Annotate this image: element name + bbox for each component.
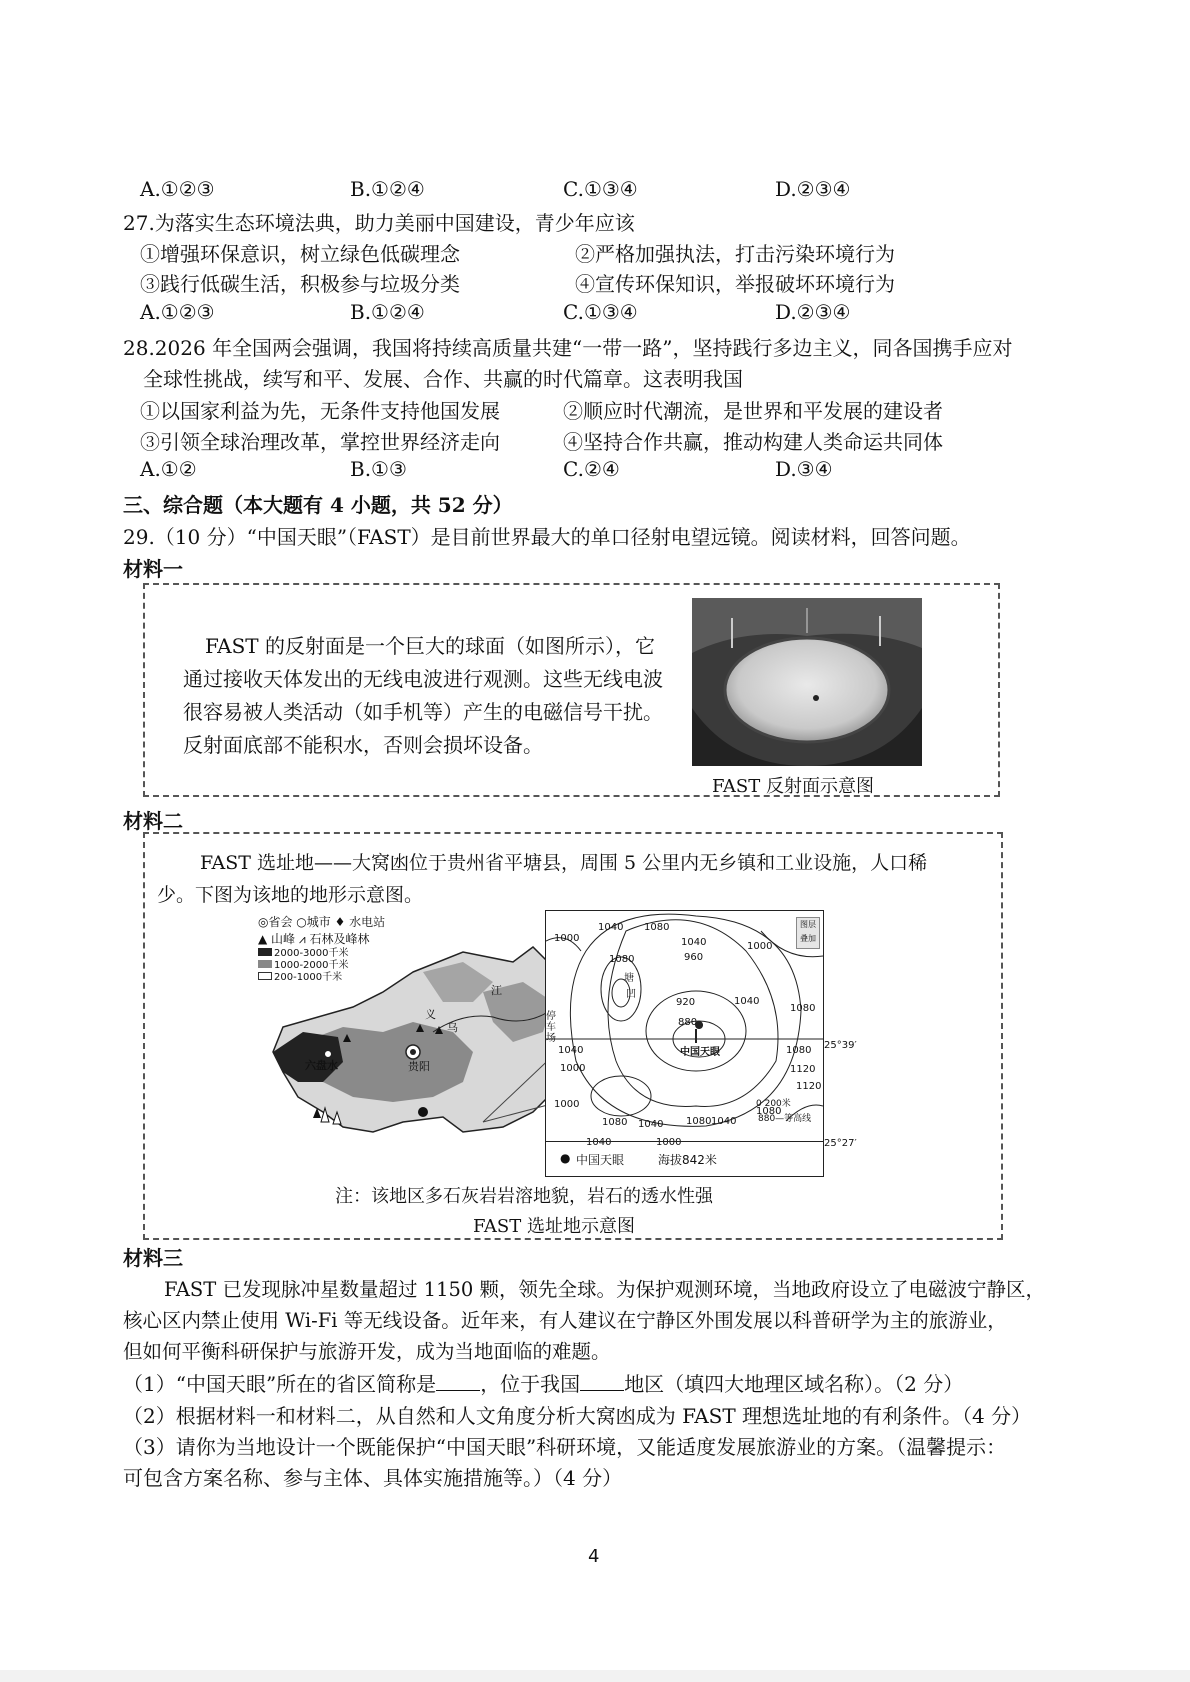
fast-location-marker xyxy=(418,1107,428,1117)
material-1-line: 通过接收天体发出的无线电波进行观测。这些无线电波 xyxy=(183,667,663,691)
q28-option-b: B.①③ xyxy=(350,457,407,481)
contour-label: 1040 xyxy=(558,1045,584,1056)
q28-item-1: ①以国家利益为先，无条件支持他国发展 xyxy=(140,399,500,423)
contour-label: 1080 xyxy=(644,922,670,933)
q27-item-2: ②严格加强执法，打击污染环境行为 xyxy=(575,242,895,266)
q27-option-d: D.②③④ xyxy=(775,300,851,324)
contour-label: 1040 xyxy=(586,1137,612,1148)
material-1-line: 反射面底部不能积水，否则会损坏设备。 xyxy=(183,733,543,757)
city-label-liupanshui: 六盘水 xyxy=(305,1059,338,1072)
q28-option-a: A.①② xyxy=(140,457,197,481)
contour-label: 1000 xyxy=(554,933,580,944)
contour-label: 880 xyxy=(678,1017,698,1028)
q28-item-2: ②顺应时代潮流，是世界和平发展的建设者 xyxy=(563,399,943,423)
sub-question-2: （2）根据材料一和材料二，从自然和人文角度分析大窝凼成为 FAST 理想选址地的有利条件。（4 分） xyxy=(123,1404,1032,1428)
contour-label: 1080 xyxy=(686,1116,712,1127)
contour-label: 1120 xyxy=(796,1081,822,1092)
fast-dish-photo xyxy=(692,598,922,766)
map-pin-icon: ● xyxy=(560,1151,571,1165)
q28-item-4: ④坚持合作共赢，推动构建人类命运共同体 xyxy=(563,430,943,454)
river-label-2: 乌 xyxy=(447,1021,458,1034)
contour-label: 1080 xyxy=(790,1003,816,1014)
sub-question-1-part-b: ，位于我国 xyxy=(480,1372,581,1396)
contour-label: 1080 xyxy=(609,954,635,965)
q27-item-3: ③践行低碳生活，积极参与垃圾分类 xyxy=(140,272,460,296)
city-label-guiyang: 贵阳 xyxy=(408,1060,430,1073)
contour-label: 1040 xyxy=(598,922,624,933)
material-3-line: 但如何平衡科研保护与旅游开发，成为当地面临的难题。 xyxy=(123,1340,611,1363)
material-2-note: 注：该地区多石灰岩岩溶地貌，岩石的透水性强 xyxy=(335,1186,713,1207)
material-3-line: FAST 已发现脉冲星数量超过 1150 颗，领先全球。为保护观测环境，当地政府设立了电磁波宁静区， xyxy=(164,1278,1046,1301)
q28-item-3: ③引领全球治理改革，掌控世界经济走向 xyxy=(140,430,500,454)
contour-label: 920 xyxy=(676,997,696,1008)
q26-option-a: A.①②③ xyxy=(140,177,215,201)
q27-option-a: A.①②③ xyxy=(140,300,215,324)
q28-option-d: D.③④ xyxy=(775,457,833,481)
latitude-label-1: 25°39′ xyxy=(824,1040,857,1051)
map-scale: 0 200米 xyxy=(756,1099,791,1109)
legend-row-1: ◎省会 ○城市 ♦ 水电站 xyxy=(258,915,386,929)
material-2-caption: FAST 选址地示意图 xyxy=(473,1216,635,1237)
contour-label: 1040 xyxy=(711,1116,737,1127)
sub-question-1-part-a: （1）“中国天眼”所在的省区简称是 xyxy=(123,1372,437,1396)
q26-option-b: B.①②④ xyxy=(350,177,425,201)
contour-interval: 880—等高线 xyxy=(758,1114,812,1124)
material-1-line: 很容易被人类活动（如手机等）产生的电磁信号干扰。 xyxy=(183,700,663,724)
material-1-box xyxy=(143,583,1000,797)
legend-row-2: ▲ 山峰 ⩘ 石林及峰林 xyxy=(258,932,370,946)
contour-label: 1080 xyxy=(602,1117,628,1128)
q29-intro: 29.（10 分）“中国天眼”（FAST）是目前世界最大的单口径射电望远镜。阅读材料，回答问题。 xyxy=(123,525,971,549)
layer-button[interactable]: 图层 xyxy=(800,920,816,929)
legend-band-1: 2000-3000千米 xyxy=(258,948,385,960)
sub-question-1 xyxy=(123,1368,963,1397)
contour-label: 1040 xyxy=(638,1119,664,1130)
overlay-button[interactable]: 叠加 xyxy=(800,934,816,943)
legend-band-2: 1000-2000千米 xyxy=(258,960,385,972)
q26-option-c: C.①③④ xyxy=(563,177,638,201)
q27-stem: 27.为落实生态环境法典，助力美丽中国建设，青少年应该 xyxy=(123,211,635,235)
contour-label: 1080 xyxy=(756,1106,782,1117)
section-title: 三、综合题（本大题有 4 小题，共 52 分） xyxy=(123,493,513,517)
contour-label: 1080 xyxy=(786,1045,812,1056)
material-2-line2: 少。下图为该地的地形示意图。 xyxy=(157,884,424,906)
sub-question-3-line1: （3）请你为当地设计一个既能保护“中国天眼”科研环境，又能适度发展旅游业的方案。（温馨提示： xyxy=(123,1435,1007,1459)
page-bottom-edge xyxy=(0,1670,1190,1682)
sub-question-1-part-c: 地区（填四大地理区域名称）。（2 分） xyxy=(624,1372,964,1396)
contour-label: 1000 xyxy=(554,1099,580,1110)
contour-label: 960 xyxy=(684,952,704,963)
valley-label: 塘 xyxy=(624,973,634,984)
material-1-label: 材料一 xyxy=(123,557,183,581)
sub-question-3-line2: 可包含方案名称、参与主体、具体实施措施等。）（4 分） xyxy=(123,1466,623,1490)
q28-option-c: C.②④ xyxy=(563,457,620,481)
material-1-text xyxy=(183,630,663,762)
material-3-line: 核心区内禁止使用 Wi-Fi 等无线设备。近年来，有人建议在宁静区外围发展以科普研学为主的旅游业， xyxy=(123,1309,1007,1332)
river-label-1: 江 xyxy=(491,984,502,997)
contour-inset xyxy=(545,910,824,1177)
footer-marker-label: 中国天眼 xyxy=(576,1153,625,1167)
river-label-3: 义 xyxy=(425,1008,436,1021)
material-2-box xyxy=(143,832,1003,1240)
contour-inset-footer xyxy=(546,1141,823,1177)
material-2-label: 材料二 xyxy=(123,809,183,833)
q28-stem-line1: 28.2026 年全国两会强调，我国将持续高质量共建“一带一路”，坚持践行多边主义，同各国携手应对 xyxy=(123,336,1013,360)
footer-elevation: 海拔842米 xyxy=(658,1153,717,1167)
layer-controls[interactable] xyxy=(796,917,820,949)
q27-option-c: C.①③④ xyxy=(563,300,638,324)
material-1-line: FAST 的反射面是一个巨大的球面（如图所示），它 xyxy=(205,634,655,658)
latitude-label-2: 25°27′ xyxy=(824,1138,857,1149)
contour-label: 1000 xyxy=(656,1137,682,1148)
contour-label: 1000 xyxy=(560,1063,586,1074)
parking-label: 停车场 xyxy=(546,1011,556,1044)
material-2-line1: FAST 选址地——大窝凼位于贵州省平塘县，周围 5 公里内无乡镇和工业设施，人口稀 xyxy=(200,852,928,874)
q27-item-4: ④宣传环保知识，举报破坏环境行为 xyxy=(575,272,895,296)
answer-blank-region[interactable] xyxy=(580,1372,624,1391)
contour-label: 1040 xyxy=(681,937,707,948)
legend-band-3: 200-1000千米 xyxy=(258,972,385,984)
contour-label: 1040 xyxy=(734,996,760,1007)
fast-center-label: 中国天眼 xyxy=(680,1047,720,1058)
provincial-capital-dot xyxy=(410,1049,416,1055)
contour-label: 1120 xyxy=(790,1064,816,1075)
q26-option-d: D.②③④ xyxy=(775,177,851,201)
contour-labels xyxy=(546,911,823,1148)
material-1-caption: FAST 反射面示意图 xyxy=(712,776,874,797)
q28-stem-line2: 全球性挑战，续写和平、发展、合作、共赢的时代篇章。这表明我国 xyxy=(143,367,743,391)
answer-blank-province[interactable] xyxy=(436,1372,480,1391)
contour-label: 1000 xyxy=(747,941,773,952)
q27-item-1: ①增强环保意识，树立绿色低碳理念 xyxy=(140,242,460,266)
page-number: 4 xyxy=(588,1546,600,1567)
valley-label-2: 凹 xyxy=(626,989,636,1000)
material-3-label: 材料三 xyxy=(123,1246,183,1270)
q27-option-b: B.①②④ xyxy=(350,300,425,324)
